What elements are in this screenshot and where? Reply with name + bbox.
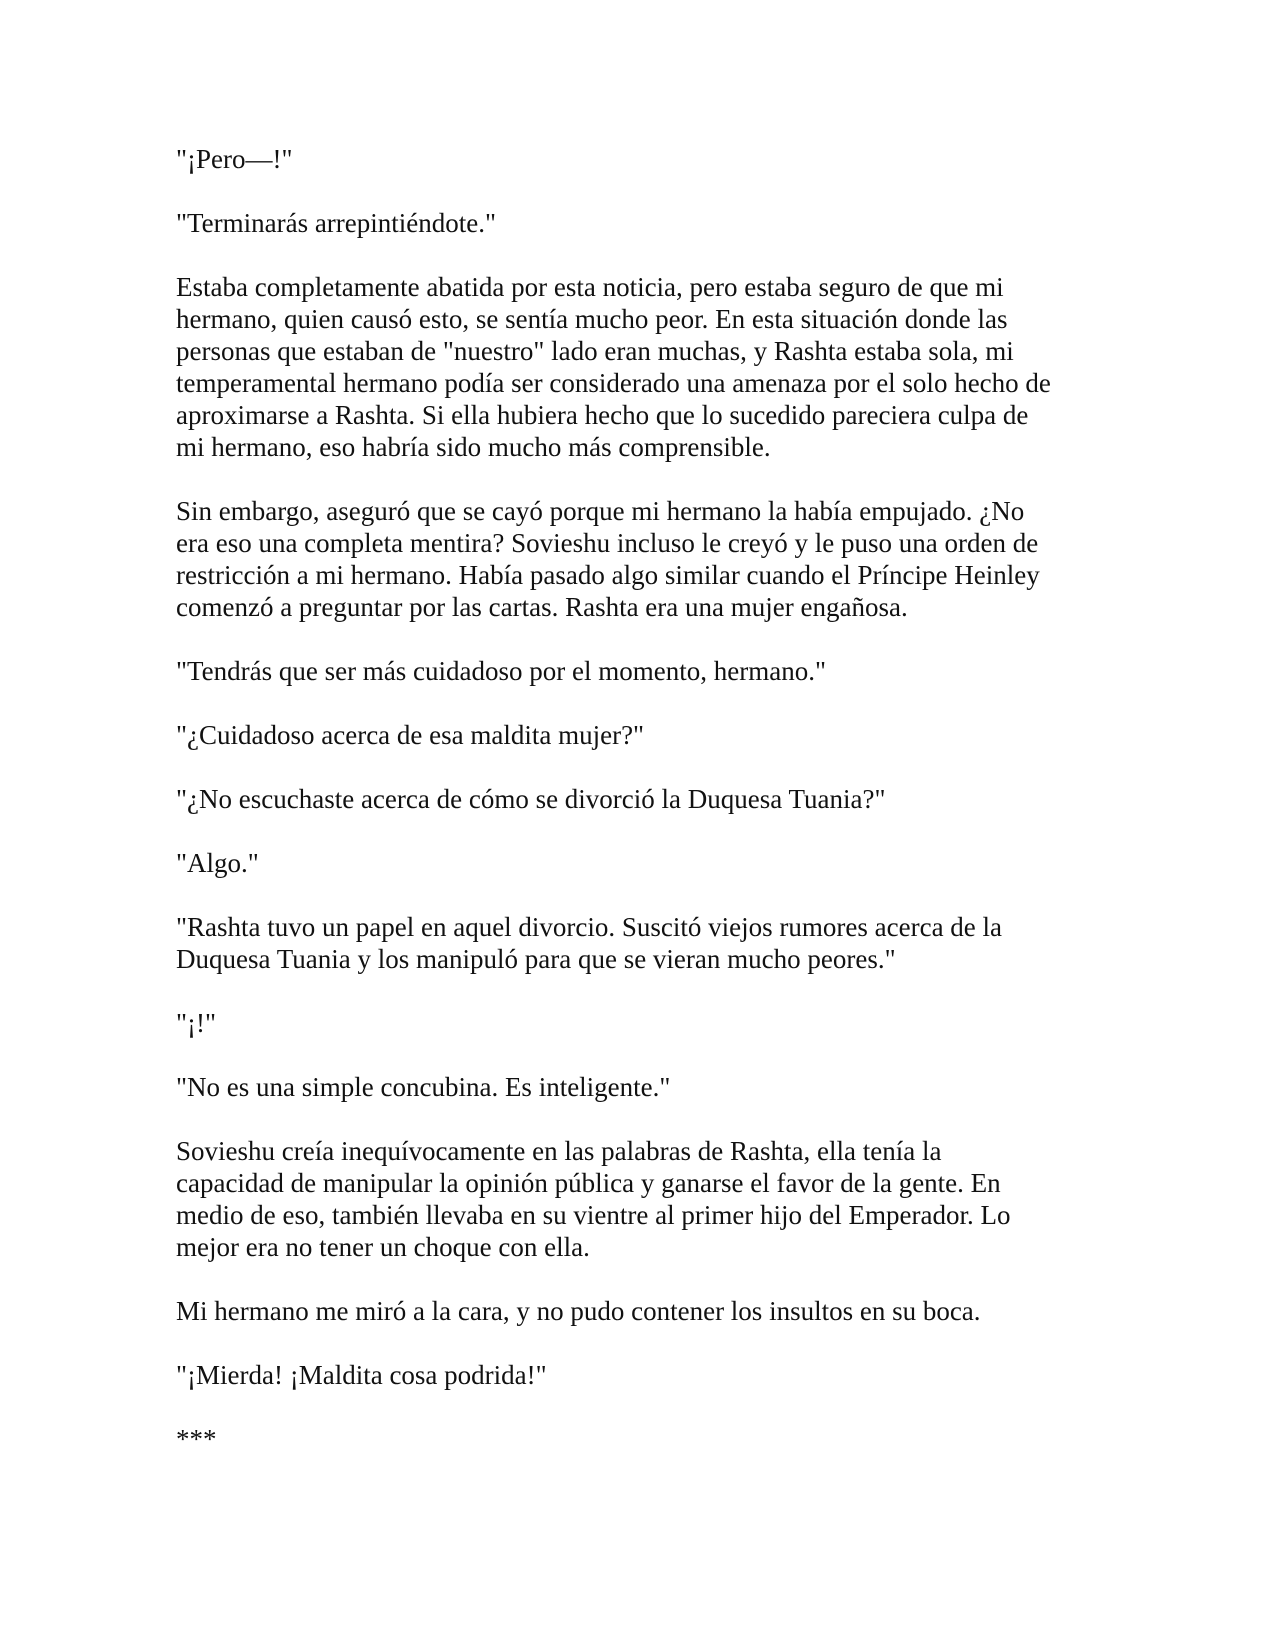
paragraph-dialogue: "Tendrás que ser más cuidadoso por el momento, hermano."	[176, 656, 826, 686]
paragraph-dialogue: "No es una simple concubina. Es inteligente."	[176, 1072, 671, 1102]
paragraph-dialogue: "¿Cuidadoso acerca de esa maldita mujer?"	[176, 720, 645, 750]
paragraph-dialogue: "Terminarás arrepintiéndote."	[176, 208, 497, 238]
scene-break: ***	[176, 1424, 217, 1454]
paragraph-narration: Sovieshu creía inequívocamente en las palabras de Rashta, ella tenía la capacidad de manipular la opinión pública y ganarse el favor de la gente. En medio de eso, también llevaba en su vientre al primer hijo del Emperador. Lo mejor era no tener un choque con ella.	[176, 1136, 1011, 1262]
paragraph-narration: Estaba completamente abatida por esta noticia, pero estaba seguro de que mi hermano, quien causó esto, se sentía mucho peor. En esta situación donde las personas que estaban de "nuestro" lado eran muchas, y Rashta estaba sola, mi temperamental hermano podía ser considerado una amenaza por el solo hecho de aproximarse a Rashta. Si ella hubiera hecho que lo sucedido pareciera culpa de mi hermano, eso habría sido mucho más comprensible.	[176, 272, 1051, 462]
paragraph-dialogue: "¿No escuchaste acerca de cómo se divorció la Duquesa Tuania?"	[176, 784, 886, 814]
document-body	[176, 143, 1116, 1487]
paragraph-dialogue: "Algo."	[176, 848, 259, 878]
paragraph-narration: Sin embargo, aseguró que se cayó porque mi hermano la había empujado. ¿No era eso una completa mentira? Sovieshu incluso le creyó y le puso una orden de restricción a mi hermano. Había pasado algo similar cuando el Príncipe Heinley comenzó a preguntar por las cartas. Rashta era una mujer engañosa.	[176, 496, 1040, 622]
paragraph-dialogue: "Rashta tuvo un papel en aquel divorcio. Suscitó viejos rumores acerca de la Duquesa Tuania y los manipuló para que se vieran mucho peores."	[176, 912, 1003, 974]
paragraph-dialogue: "¡Mierda! ¡Maldita cosa podrida!"	[176, 1360, 547, 1390]
paragraph-dialogue: "¡!"	[176, 1008, 217, 1038]
paragraph-dialogue: "¡Pero—!"	[176, 144, 293, 174]
paragraph-narration: Mi hermano me miró a la cara, y no pudo contener los insultos en su boca.	[176, 1296, 981, 1326]
